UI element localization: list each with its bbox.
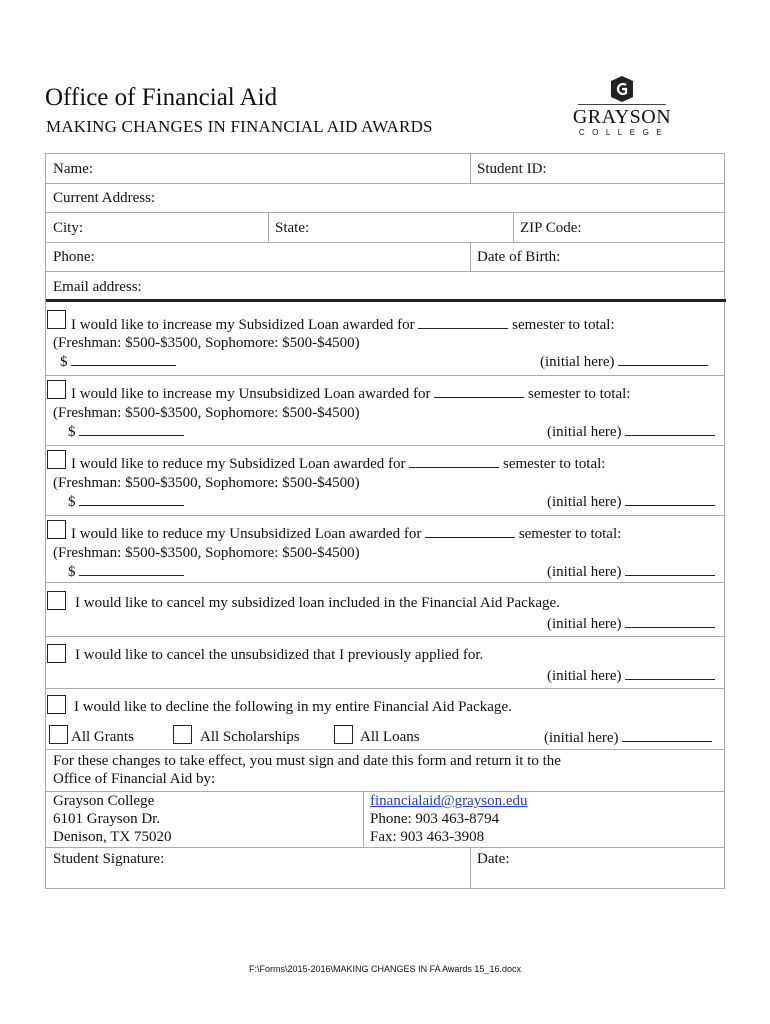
name-field-label[interactable]: Name: [53, 161, 93, 177]
option-increase-unsubsidized-text: I would like to increase my Unsubsidized Loan awarded for semester to total: [71, 386, 631, 402]
option-range-text: (Freshman: $500-$3500, Sophomore: $500-$4500) [53, 335, 360, 351]
initial-here-field: (initial here) [547, 423, 715, 441]
option-reduce-unsubsidized-checkbox[interactable] [47, 520, 66, 539]
initial-here-field: (initial here) [547, 563, 715, 581]
column-divider [268, 212, 269, 242]
row-divider [46, 791, 724, 792]
column-divider [363, 791, 364, 847]
semester-blank[interactable] [409, 455, 499, 468]
row-divider [46, 445, 724, 446]
zip-field-label[interactable]: ZIP Code: [520, 220, 582, 236]
all-grants-checkbox[interactable] [49, 725, 68, 744]
option-reduce-unsubsidized-text: I would like to reduce my Unsubsidized Loan awarded for semester to total: [71, 526, 622, 542]
option-increase-unsubsidized-checkbox[interactable] [47, 380, 66, 399]
logo-rule [578, 104, 666, 105]
option-increase-subsidized-text: I would like to increase my Subsidized Loan awarded for semester to total: [71, 317, 615, 333]
current-address-field-label[interactable]: Current Address: [53, 190, 156, 206]
option-range-text: (Freshman: $500-$3500, Sophomore: $500-$4500) [53, 405, 360, 421]
amount-dollar-sign: $ [68, 423, 184, 441]
contact-city: Denison, TX 75020 [53, 829, 172, 845]
phone-field-label[interactable]: Phone: [53, 249, 95, 265]
email-field-label[interactable]: Email address: [53, 279, 142, 295]
contact-fax: Fax: 903 463-3908 [370, 829, 485, 845]
option-range-text: (Freshman: $500-$3500, Sophomore: $500-$4500) [53, 475, 360, 491]
all-scholarships-label: All Scholarships [200, 729, 300, 745]
instructions-line-2: Office of Financial Aid by: [53, 771, 216, 787]
initial-blank[interactable] [625, 423, 715, 436]
all-loans-label: All Loans [360, 729, 420, 745]
amount-blank[interactable] [71, 353, 176, 366]
grayson-logo [572, 76, 672, 142]
initial-here-field: (initial here) [540, 353, 708, 371]
initial-blank[interactable] [622, 729, 712, 742]
option-cancel-subsidized-text: I would like to cancel my subsidized loan included in the Financial Aid Package. [75, 595, 560, 611]
column-divider [470, 242, 471, 271]
option-cancel-subsidized-checkbox[interactable] [47, 591, 66, 610]
grayson-logo-mark-icon [611, 76, 633, 102]
option-decline-package-checkbox[interactable] [47, 695, 66, 714]
initial-here-field: (initial here) [547, 667, 715, 685]
row-divider [46, 847, 724, 848]
semester-blank[interactable] [425, 525, 515, 538]
all-scholarships-checkbox[interactable] [173, 725, 192, 744]
row-divider [46, 375, 724, 376]
row-divider [46, 749, 724, 750]
all-loans-checkbox[interactable] [334, 725, 353, 744]
dob-field-label[interactable]: Date of Birth: [477, 249, 561, 265]
option-range-text: (Freshman: $500-$3500, Sophomore: $500-$4500) [53, 545, 360, 561]
student-id-field-label[interactable]: Student ID: [477, 161, 547, 177]
initial-blank[interactable] [625, 615, 715, 628]
student-signature-field-label[interactable]: Student Signature: [53, 851, 165, 867]
amount-blank[interactable] [79, 493, 184, 506]
option-cancel-unsubsidized-checkbox[interactable] [47, 644, 66, 663]
amount-dollar-sign: $ [60, 353, 176, 371]
state-field-label[interactable]: State: [275, 220, 310, 236]
row-divider [46, 582, 724, 583]
column-divider [513, 212, 514, 242]
contact-email-link[interactable]: financialaid@grayson.edu [370, 793, 528, 809]
row-divider [46, 688, 724, 689]
initial-here-field: (initial here) [547, 615, 715, 633]
row-divider [46, 636, 724, 637]
initial-blank[interactable] [625, 493, 715, 506]
option-increase-subsidized-checkbox[interactable] [47, 310, 66, 329]
date-field-label[interactable]: Date: [477, 851, 510, 867]
instructions-line-1: For these changes to take effect, you must sign and date this form and return it to the [53, 753, 561, 769]
contact-street: 6101 Grayson Dr. [53, 811, 161, 827]
row-divider [46, 515, 724, 516]
column-divider [470, 154, 471, 183]
option-reduce-subsidized-text: I would like to reduce my Subsidized Loan awarded for semester to total: [71, 456, 606, 472]
option-cancel-unsubsidized-text: I would like to cancel the unsubsidized that I previously applied for. [75, 647, 484, 663]
column-divider [470, 847, 471, 889]
option-reduce-subsidized-checkbox[interactable] [47, 450, 66, 469]
contact-phone: Phone: 903 463-8794 [370, 811, 500, 827]
option-decline-package-text: I would like to decline the following in my entire Financial Aid Package. [74, 699, 512, 715]
logo-subtitle: COLLEGE [578, 128, 670, 137]
semester-blank[interactable] [434, 385, 524, 398]
all-grants-label: All Grants [71, 729, 134, 745]
logo-name: GRAYSON [572, 106, 672, 128]
row-divider [46, 242, 724, 243]
row-divider [46, 271, 724, 272]
city-field-label[interactable]: City: [53, 220, 84, 236]
page-title: Office of Financial Aid [45, 84, 278, 111]
semester-blank[interactable] [418, 316, 508, 329]
amount-blank[interactable] [79, 423, 184, 436]
amount-blank[interactable] [79, 563, 184, 576]
document-path-footer: F:\Forms\2015-2016\MAKING CHANGES IN FA Awards 15_16.docx [249, 964, 521, 974]
section-divider [46, 299, 726, 302]
initial-here-field: (initial here) [547, 493, 715, 511]
initial-blank[interactable] [625, 563, 715, 576]
initial-blank[interactable] [625, 667, 715, 680]
initial-here-field: (initial here) [544, 729, 712, 747]
page-subtitle: MAKING CHANGES IN FINANCIAL AID AWARDS [46, 117, 433, 136]
amount-dollar-sign: $ [68, 493, 184, 511]
row-divider [46, 183, 724, 184]
contact-org: Grayson College [53, 793, 155, 809]
initial-blank[interactable] [618, 353, 708, 366]
row-divider [46, 212, 724, 213]
amount-dollar-sign: $ [68, 563, 184, 581]
